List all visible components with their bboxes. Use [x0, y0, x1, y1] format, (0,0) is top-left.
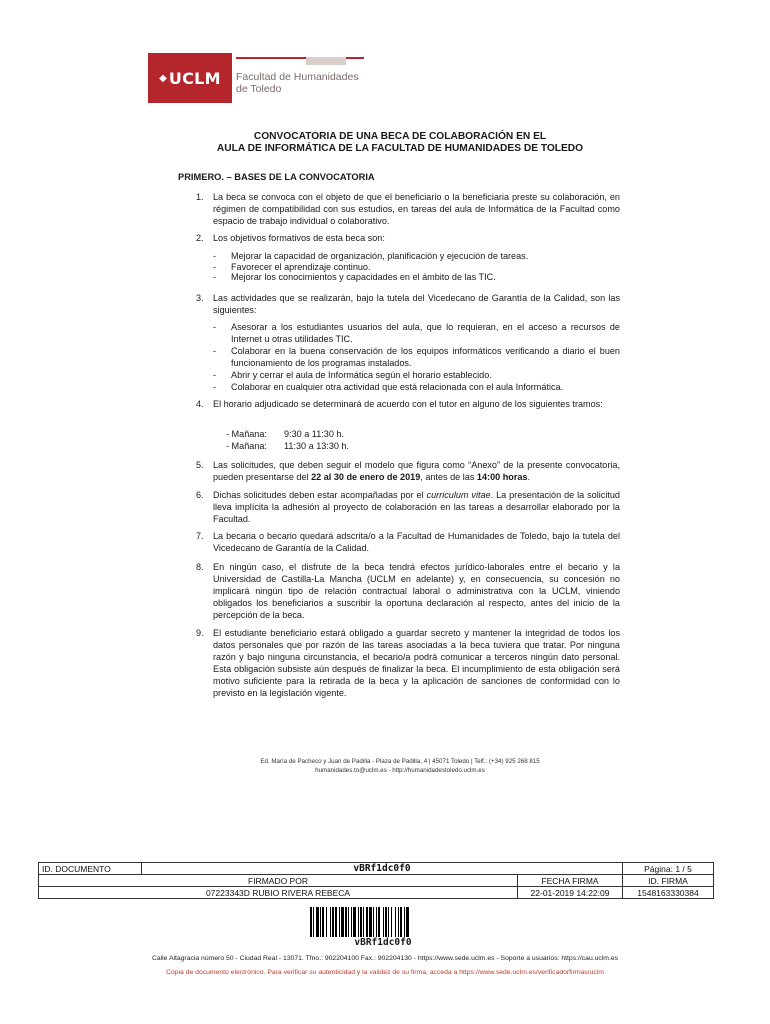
faculty-name-line1: Facultad de Humanidades	[236, 71, 359, 83]
item-text: La beca se convoca con el objeto de que el beneficiario o la beneficiaria preste su colaboración, en régimen de compatibilidad con sus estudios, en tareas del aula de Informática de la Facultad como espacio de trabajo individual o colaborativo.	[213, 192, 620, 226]
address-line1: Ed. María de Pacheco y Juan de Padilla - Plaza de Padilla, 4 | 45071 Toledo | Telf.: (+34) 925 268 815	[260, 758, 540, 765]
item-number: 2.	[196, 233, 204, 243]
item-text: Dichas solicitudes deben estar acompañadas por el curriculum vitae. La presentación de la solicitud lleva implícita la adhesión al proyecto de colaboración en las tareas a desarrollar elaborado por la Facultad.	[213, 490, 620, 524]
item-text: El estudiante beneficiario estará obligado a guardar secreto y mantener la integridad de todos los datos personales que por razón de las tareas asociadas a la beca tuviera que tratar. Por ninguna razón y bajo ninguna circunstancia, el becario/a podrá comunicar a terceros ningún dato personal. Esta obligación subsiste aún después de finalizar la beca. El incumplimiento de esta obligación será motivo suficiente para la retirada de la beca y la aplicación de sanciones de conformidad con lo previsto en la legislación vigente.	[213, 628, 620, 698]
item-text: En ningún caso, el disfrute de la beca tendrá efectos jurídico-laborales entre el becario y la Universidad de Castilla-La Mancha (UCLM en adelante) y, en consecuencia, su concesión no implicará ningún tipo de relación contractual laboral o administrativa con la UCLM, viniendo obligados los beneficiarios a suscribir la oportuna declaración al respecto, antes del inicio de la percepción de la beca.	[213, 562, 620, 620]
item-text: La becaria o becario quedará adscrita/o a la Facultad de Humanidades de Toledo, bajo la tutela del Vicedecano de Garantía de la Calidad.	[213, 531, 620, 553]
faculty-name-line2: de Toledo	[236, 83, 282, 95]
objective-item: - Favorecer el aprendizaje continuo.	[213, 262, 371, 272]
page-indicator: Página: 1 / 5	[623, 863, 714, 875]
faculty-roof-icon	[236, 57, 364, 69]
item-text: Las actividades que se realizarán, bajo la tutela del Vicedecano de Garantía de la Calidad, son las siguientes:	[213, 293, 620, 315]
item-number: 4.	[196, 399, 204, 409]
item-text: Los objetivos formativos de esta beca son:	[213, 233, 385, 243]
logo-text: UCLM	[168, 68, 221, 88]
id-firma-value: 1548163330384	[623, 887, 714, 899]
list-item	[196, 561, 620, 621]
document-title-line1: CONVOCATORIA DE UNA BECA DE COLABORACIÓN EN EL	[253, 131, 547, 142]
signature-table	[38, 862, 714, 899]
item-text: Las solicitudes, que deben seguir el modelo que figura como “Anexo” de la presente convocatoria, pueden presentarse del 22 al 30 de enero de 2019, antes de las 14:00 horas.	[213, 460, 620, 482]
item-number: 7.	[196, 531, 204, 541]
id-document-label: ID. DOCUMENTO	[39, 863, 142, 875]
list-item	[196, 459, 620, 483]
objective-item: - Mejorar la capacidad de organización, planificación y ejecución de tareas.	[213, 251, 529, 261]
barcode-icon	[308, 907, 458, 937]
logo-arrow-icon: ◆	[159, 72, 167, 84]
activity-item: - Colaborar en cualquier otra actividad que está relacionada con el aula Informática.	[213, 382, 564, 392]
item-number: 1.	[196, 192, 204, 202]
firmado-label: FIRMADO POR	[39, 875, 518, 887]
footer-address: Calle Altagracia número 50 - Ciudad Real - 13071. Tfno.: 902204100 Fax.: 902204130 - https://www.sede.uclm.es - Soporte a usuarios: https://cau.uclm.es	[151, 955, 619, 962]
list-item	[196, 398, 620, 410]
activity-item: - Abrir y cerrar el aula de Informática según el horario establecido.	[213, 370, 492, 380]
id-firma-label: ID. FIRMA	[623, 875, 714, 887]
item-number: 3.	[196, 293, 204, 303]
item-number: 9.	[196, 628, 204, 638]
document-title-line2: AULA DE INFORMÁTICA DE LA FACULTAD DE HUMANIDADES DE TOLEDO	[216, 143, 584, 154]
list-item	[196, 627, 620, 699]
uclm-logo	[148, 53, 232, 103]
list-item	[196, 489, 620, 525]
list-item	[196, 232, 620, 244]
section-heading: PRIMERO. – BASES DE LA CONVOCATORIA	[178, 172, 375, 182]
objective-item: - Mejorar los conocimientos y capacidades en el ámbito de las TIC.	[213, 272, 496, 282]
fecha-firma-label: FECHA FIRMA	[518, 875, 623, 887]
list-item	[196, 292, 620, 316]
tramo-row: - Mañana: 9:30 a 11:30 h.	[226, 429, 345, 439]
id-document-value: vBRf1dc0f0	[142, 863, 623, 875]
footer-verification-note: Copia de documento electrónico. Para verificar su autenticidad y la validez de su firma, acceda a https://www.sede.uclm.es/verificadorfirmas/uclm	[166, 969, 604, 976]
faculty-logo	[236, 55, 366, 103]
activity-item: - Colaborar en la buena conservación de los equipos informáticos verificando a diario el buen funcionamiento de los programas instalados.	[213, 346, 620, 368]
list-item	[196, 530, 620, 554]
address-line2: humanidades.to@uclm.es - http://humanidadestoledo.uclm.es	[315, 767, 485, 774]
firmado-value: 07223343D RUBIO RIVERA REBECA	[39, 887, 518, 899]
activity-item: - Asesorar a los estudiantes usuarios del aula, que lo requieran, en el acceso a recursos de Internet u otras utilidades TIC.	[213, 322, 620, 344]
item-text: El horario adjudicado se determinará de acuerdo con el tutor en alguno de los siguientes tramos:	[213, 399, 603, 409]
barcode-text: vBRf1dc0f0	[354, 937, 412, 948]
list-item	[196, 191, 620, 227]
tramo-row: - Mañana: 11:30 a 13:30 h.	[226, 441, 350, 451]
item-number: 6.	[196, 490, 204, 500]
item-number: 8.	[196, 562, 204, 572]
fecha-firma-value: 22-01-2019 14:22:09	[518, 887, 623, 899]
item-number: 5.	[196, 460, 204, 470]
